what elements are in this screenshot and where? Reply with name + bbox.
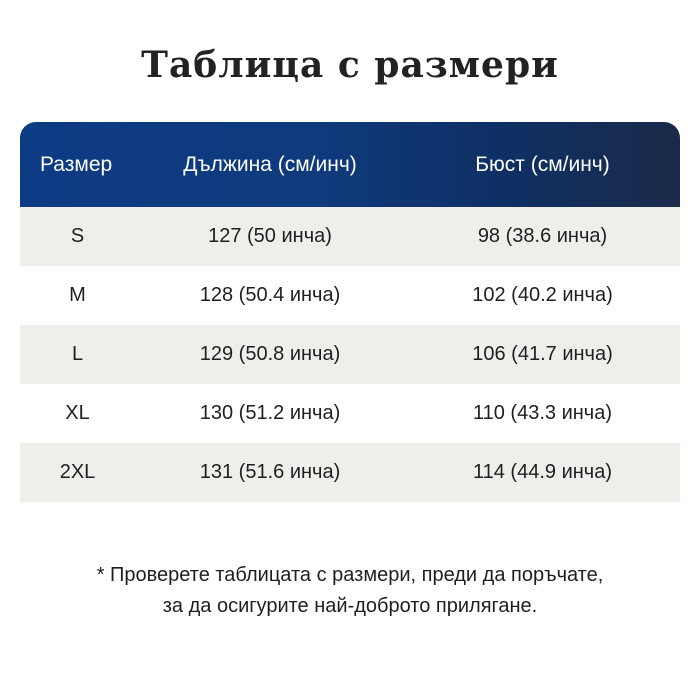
table-row xyxy=(20,443,680,502)
cell-bust: 114 (44.9 инча) xyxy=(472,461,612,483)
cell-bust: 106 (41.7 инча) xyxy=(472,343,613,365)
cell-bust: 110 (43.3 инча) xyxy=(472,402,612,424)
cell-size: M xyxy=(69,284,86,306)
table-row xyxy=(20,384,680,443)
table-row xyxy=(20,325,680,384)
table-row xyxy=(20,207,680,266)
cell-size: 2XL xyxy=(59,461,96,483)
cell-size: XL xyxy=(65,402,90,424)
cell-length: 129 (50.8 инча) xyxy=(199,343,341,365)
cell-length: 127 (50 инча) xyxy=(208,225,332,247)
page-title: Таблица с размери xyxy=(141,44,559,86)
header-size: Размер xyxy=(40,152,113,176)
cell-length: 128 (50.4 инча) xyxy=(199,284,341,306)
cell-bust: 98 (38.6 инча) xyxy=(477,225,608,247)
cell-length: 130 (51.2 инча) xyxy=(199,402,341,424)
header-bust: Бюст (см/инч) xyxy=(475,152,610,176)
size-note xyxy=(0,560,700,622)
note-line-1: * Проверете таблицата с размери, преди да поръчате, xyxy=(96,564,604,586)
table-row xyxy=(20,266,680,325)
note-line-2: за да осигурите най-доброто прилягане. xyxy=(162,595,538,617)
table-header xyxy=(20,122,680,207)
cell-size: S xyxy=(70,225,85,247)
cell-bust: 102 (40.2 инча) xyxy=(472,284,613,306)
cell-size: L xyxy=(71,343,84,365)
header-length: Дължина (см/инч) xyxy=(183,152,357,176)
cell-length: 131 (51.6 инча) xyxy=(199,461,341,483)
size-table xyxy=(20,122,680,502)
